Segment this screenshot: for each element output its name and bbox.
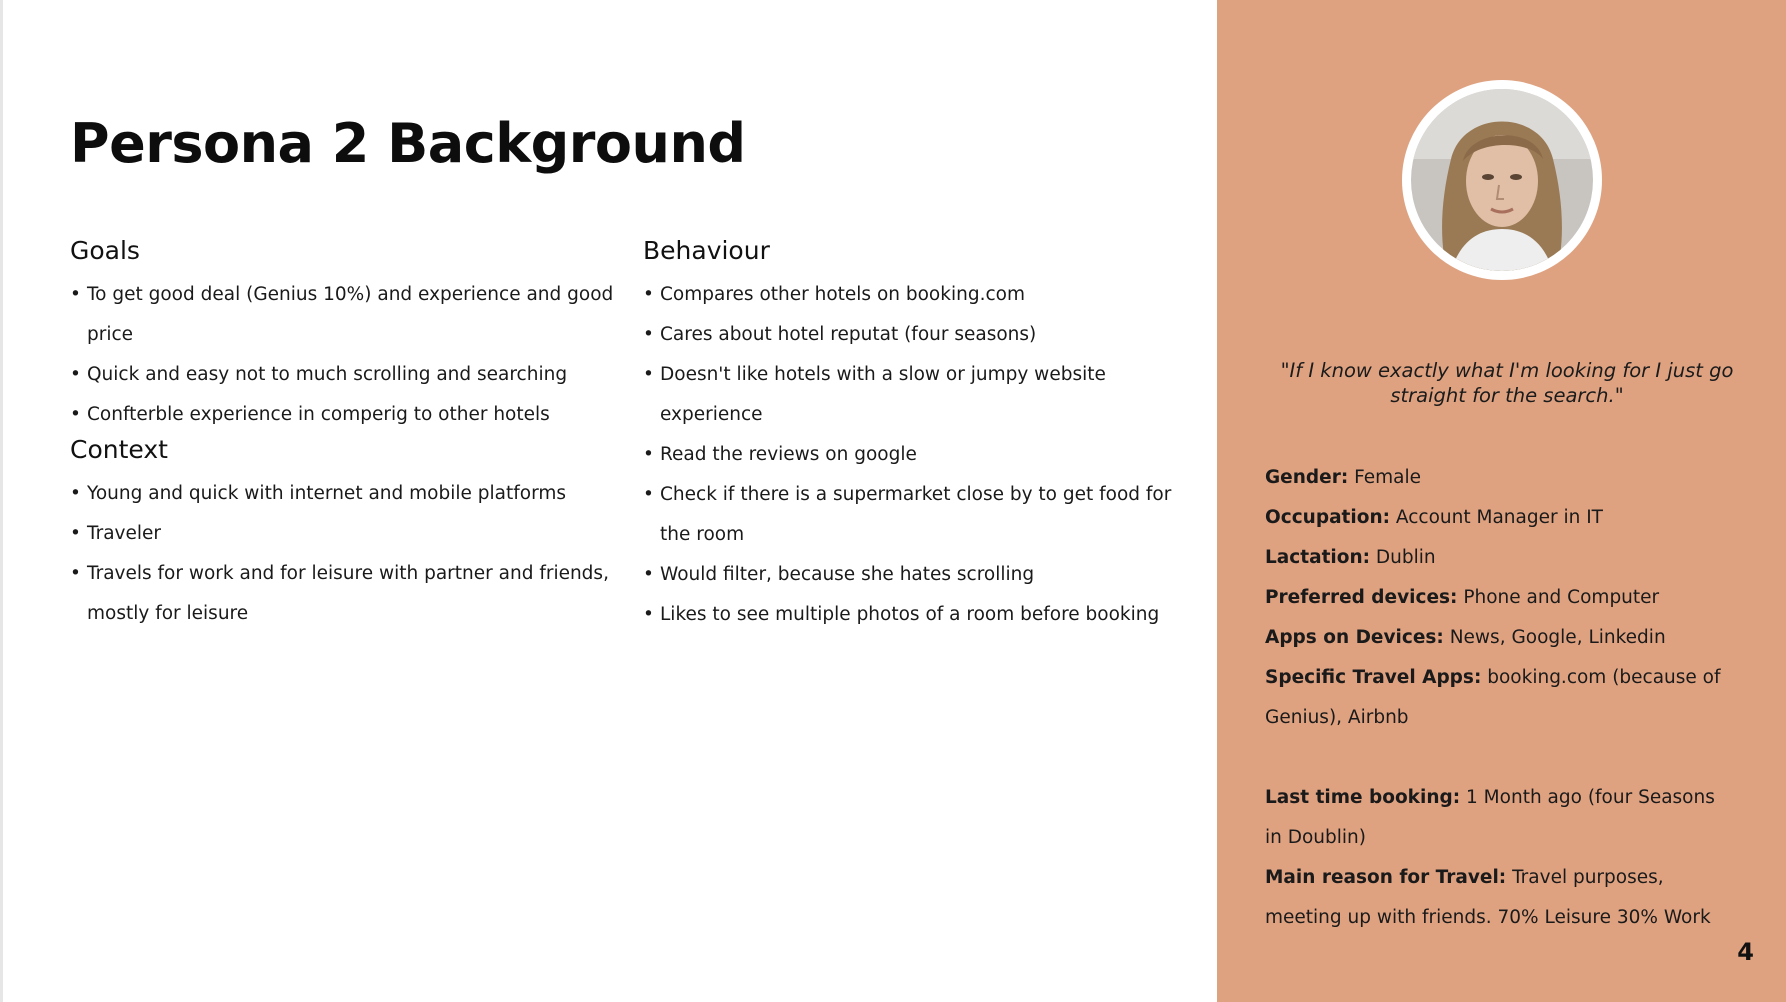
behaviour-heading: Behaviour (643, 236, 770, 265)
goals-item: • Quick and easy not to much scrolling and searching (70, 355, 630, 395)
slide-left-edge (0, 0, 3, 1002)
fact-travel-apps (1265, 658, 1735, 738)
goals-item: • Confterble experience in comperig to other hotels (70, 395, 630, 435)
goals-section (70, 236, 630, 435)
fact-value: Female (1354, 467, 1422, 488)
behaviour-item: • Cares about hotel reputat (four seasons) (643, 315, 1183, 355)
persona-quote: "If I know exactly what I'm looking for I just go straight for the search." (1280, 358, 1734, 407)
fact-apps-on-devices (1265, 618, 1735, 658)
fact-value: Dublin (1375, 547, 1436, 568)
fact-gender (1265, 458, 1735, 498)
fact-value: Travel purposes, meeting up with friends. 70% Leisure 30% Work (1265, 867, 1711, 928)
fact-label: Occupation: (1265, 507, 1391, 528)
fact-label: Gender: (1265, 467, 1349, 488)
fact-value: Phone and Computer (1463, 587, 1660, 608)
fact-label: Last time booking: (1265, 787, 1461, 808)
slide-title: Persona 2 Background (70, 112, 746, 175)
page-number: 4 (1737, 938, 1754, 966)
fact-label: Apps on Devices: (1265, 627, 1444, 648)
goals-item: • To get good deal (Genius 10%) and experience and good price (70, 275, 630, 355)
fact-travel-reason (1265, 858, 1735, 938)
fact-label: Lactation: (1265, 547, 1371, 568)
behaviour-item: • Check if there is a supermarket close by to get food for the room (643, 475, 1183, 555)
fact-label: Preferred devices: (1265, 587, 1458, 608)
fact-preferred-devices (1265, 578, 1735, 618)
persona-avatar (1402, 80, 1602, 280)
behaviour-section (643, 236, 1183, 635)
behaviour-item: • Likes to see multiple photos of a room before booking (643, 595, 1183, 635)
fact-value: 1 Month ago (four Seasons in Doublin) (1265, 787, 1715, 848)
fact-value: Account Manager in IT (1395, 507, 1603, 528)
fact-label: Main reason for Travel: (1265, 867, 1507, 888)
fact-location (1265, 538, 1735, 578)
goals-list (70, 275, 630, 435)
context-list (70, 474, 630, 634)
fact-value: booking.com (because of Genius), Airbnb (1265, 667, 1721, 728)
persona-photo (1411, 89, 1593, 271)
goals-heading: Goals (70, 236, 140, 265)
context-item: • Traveler (70, 514, 630, 554)
fact-occupation (1265, 498, 1735, 538)
behaviour-item: • Compares other hotels on booking.com (643, 275, 1183, 315)
fact-last-booking (1265, 778, 1735, 858)
persona-facts (1265, 458, 1735, 938)
persona-panel (1217, 0, 1786, 1002)
behaviour-item: • Read the reviews on google (643, 435, 1183, 475)
behaviour-list (643, 275, 1183, 635)
behaviour-item: • Doesn't like hotels with a slow or jumpy website experience (643, 355, 1183, 435)
fact-value: News, Google, Linkedin (1449, 627, 1666, 648)
context-item: • Travels for work and for leisure with partner and friends, mostly for leisure (70, 554, 630, 634)
context-heading: Context (70, 435, 168, 464)
context-section (70, 435, 630, 634)
fact-label: Specific Travel Apps: (1265, 667, 1482, 688)
behaviour-item: • Would filter, because she hates scrolling (643, 555, 1183, 595)
context-item: • Young and quick with internet and mobile platforms (70, 474, 630, 514)
